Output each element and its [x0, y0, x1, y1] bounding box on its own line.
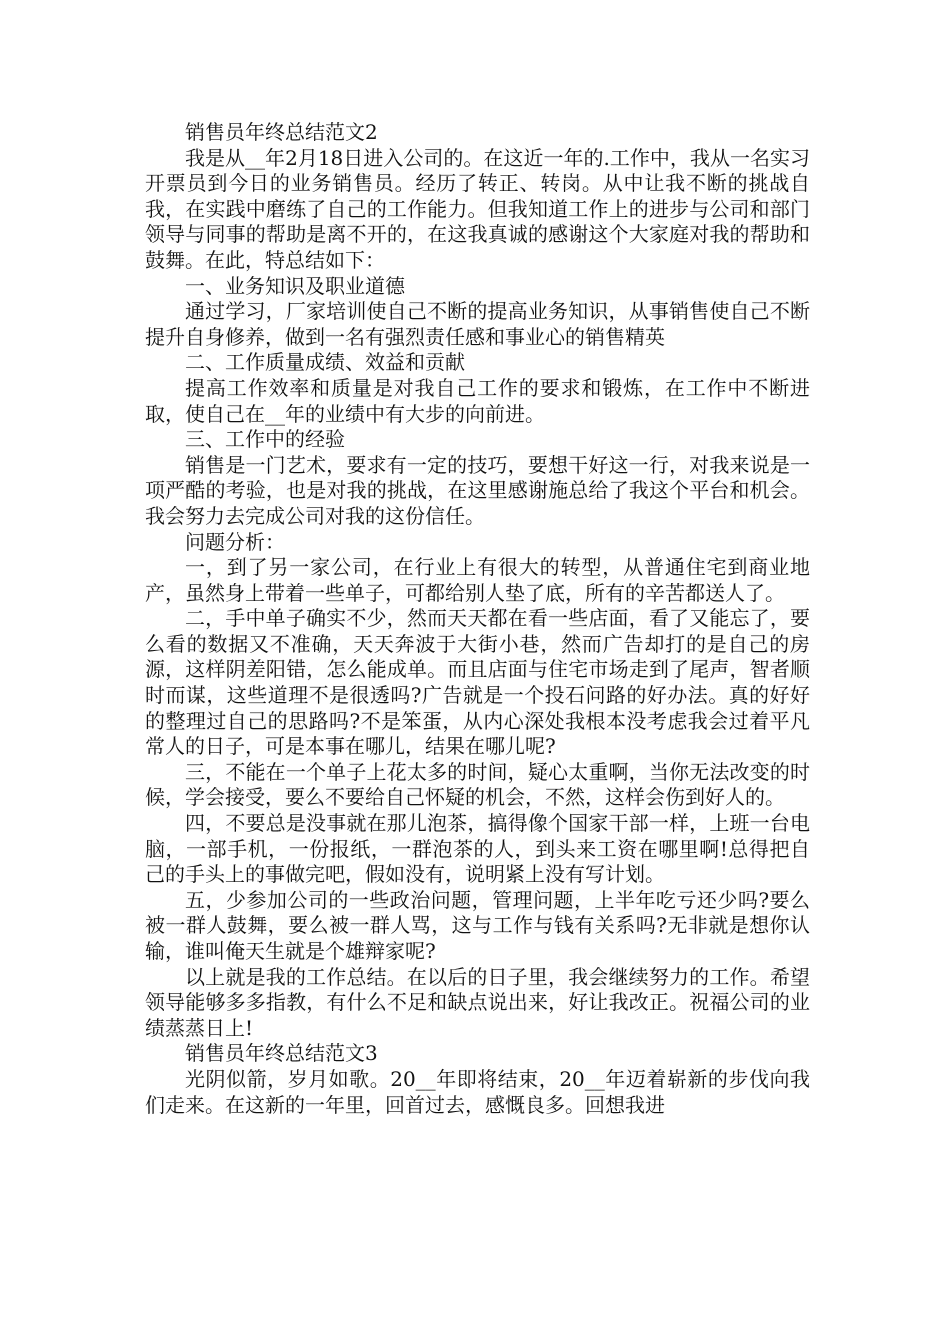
paragraph-business-knowledge: 通过学习，厂家培训使自己不断的提高业务知识，从事销售使自己不断提升自身修养，做到一名有强烈责任感和事业心的销售精英	[145, 299, 810, 349]
problem-item-3: 三，不能在一个单子上花太多的时间，疑心太重啊，当你无法改变的时候，学会接受，要么不要给自己怀疑的机会，不然，这样会伤到好人的。	[145, 759, 810, 810]
heading-work-quality: 二、工作质量成绩、效益和贡献	[185, 350, 465, 375]
section-title-3: 销售员年终总结范文3	[185, 1041, 378, 1066]
conclusion-paragraph: 以上就是我的工作总结。在以后的日子里，我会继续努力的工作。希望领导能够多多指教，有什么不足和缺点说出来，好让我改正。祝福公司的业绩蒸蒸日上!	[145, 964, 810, 1040]
heading-problem-analysis: 问题分析：	[185, 529, 285, 554]
problem-item-5: 五，少参加公司的一些政治问题，管理问题，上半年吃亏还少吗?要么被一群人鼓舞，要么被一群人骂，这与工作与钱有关系吗?无非就是想你认输，谁叫俺天生就是个雄辩家呢?	[145, 887, 810, 963]
section-title-2: 销售员年终总结范文2	[185, 120, 378, 144]
paragraph-work-experience: 销售是一门艺术，要求有一定的技巧，要想干好这一行，对我来说是一项严酷的考验，也是对我的挑战，在这里感谢施总给了我这个平台和机会。我会努力去完成公司对我的这份信任。	[145, 452, 810, 528]
document-page	[145, 120, 810, 1118]
heading-business-knowledge: 一、业务知识及职业道德	[185, 273, 405, 298]
heading-work-experience: 三、工作中的经验	[185, 427, 345, 452]
problem-item-4: 四，不要总是没事就在那儿泡茶，搞得像个国家干部一样，上班一台电脑，一部手机，一份报纸，一群泡茶的人，到头来工资在哪里啊!总得把自己的手头上的事做完吧，假如没有，说明紧上没有写计划。	[145, 811, 810, 887]
paragraph-work-quality: 提高工作效率和质量是对我自己工作的要求和锻炼，在工作中不断进取，使自己在__年的业绩中有大步的向前进。	[145, 375, 810, 426]
intro-paragraph: 我是从__年2月18日进入公司的。在这近一年的.工作中，我从一名实习开票员到今日的业务销售员。经历了转正、转岗。从中让我不断的挑战自我，在实践中磨练了自己的工作能力。但我知道工作上的进步与公司和部门领导与同事的帮助是离不开的，在这我真诚的感谢这个大家庭对我的帮助和鼓舞。在此，特总结如下：	[145, 145, 810, 272]
paragraph-section-3-intro: 光阴似箭，岁月如歌。20__年即将结束，20__年迈着崭新的步伐向我们走来。在这新的一年里，回首过去，感慨良多。回想我进	[145, 1066, 810, 1117]
problem-item-1: 一，到了另一家公司，在行业上有很大的转型，从普通住宅到商业地产，虽然身上带着一些单子，可都给别人垫了底，所有的辛苦都送人了。	[145, 555, 810, 605]
problem-item-2: 二，手中单子确实不少，然而天天都在看一些店面，看了又能忘了，要么看的数据又不准确，天天奔波于大街小巷，然而广告却打的是自己的房源，这样阴差阳错，怎么能成单。而且店面与住宅市场走到了尾声，智者顺时而谋，这些道理不是很透吗?广告就是一个投石问路的好办法。真的好好的整理过自己的思路吗?不是笨蛋，从内心深处我根本没考虑我会过着平凡常人的日子，可是本事在哪儿，结果在哪儿呢?	[145, 606, 810, 759]
